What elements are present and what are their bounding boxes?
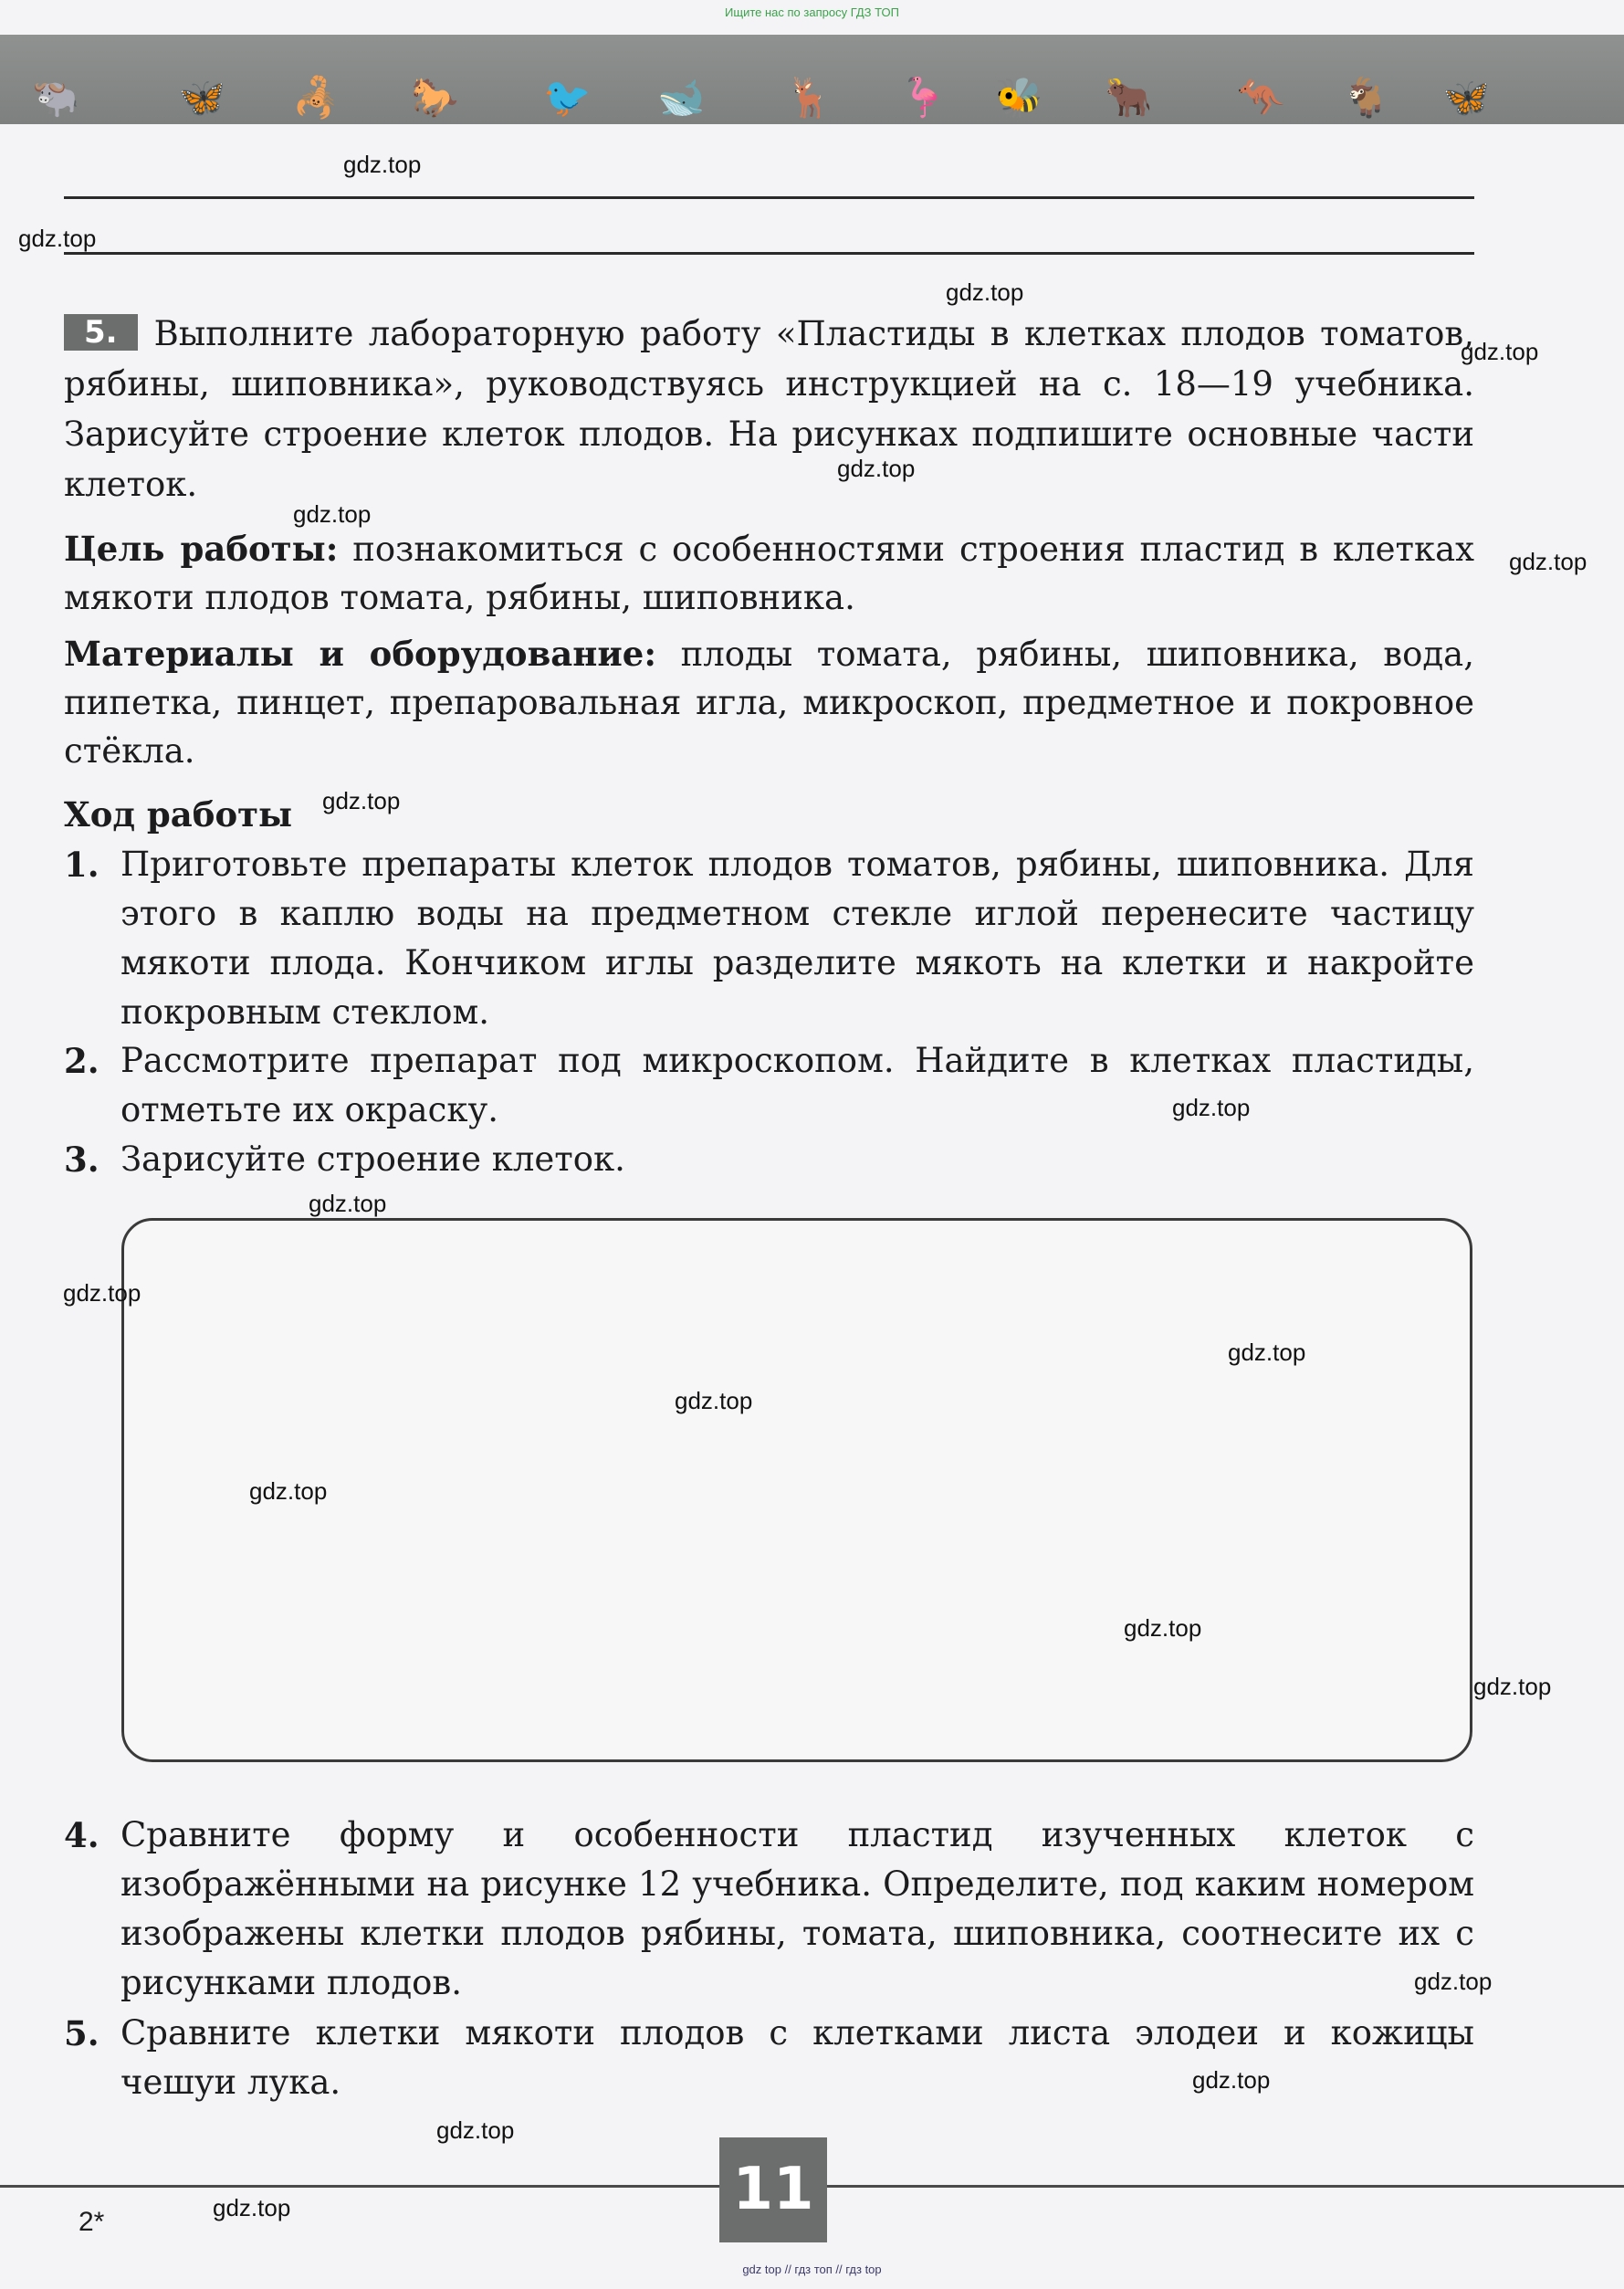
step-text: Сравните форму и особенности пластид изученных клеток с изображёнными на рисунке 12 учебника. Определите, под каким номером изображены клетки плодов рябины, томата, шиповника, соотнесите их с рисунками плодов. bbox=[120, 1815, 1474, 2002]
step-text: Приготовьте препараты клеток плодов томатов, рябины, шиповника. Для этого в каплю воды на предметном стекле иглой перенесите частицу мякоти плода. Кончиком иглы разделите мякоть на клетки и накройте покровным стеклом. bbox=[120, 845, 1474, 1032]
moose-icon: 🦌 bbox=[785, 75, 833, 120]
scorpion-icon: 🦂 bbox=[292, 75, 341, 120]
watermark: gdz.top bbox=[1509, 548, 1587, 575]
materials-label: Материалы и оборудование: bbox=[64, 634, 657, 674]
answer-line bbox=[64, 252, 1474, 255]
procedure-step bbox=[64, 1811, 1474, 2008]
watermark: gdz.top bbox=[1192, 2066, 1271, 2094]
watermark: gdz.top bbox=[18, 225, 97, 252]
antelope-icon: 🐐 bbox=[1342, 75, 1390, 120]
procedure-step bbox=[64, 1036, 1474, 1135]
watermark: gdz.top bbox=[436, 2116, 515, 2144]
kangaroo-icon: 🦘 bbox=[1237, 75, 1285, 120]
task-5-statement bbox=[64, 309, 1474, 509]
watermark: gdz.top bbox=[1461, 338, 1539, 365]
watermark: gdz.top bbox=[293, 500, 372, 528]
horse-icon: 🐎 bbox=[411, 75, 459, 120]
goal-paragraph bbox=[64, 525, 1474, 622]
bee-icon: 🐝 bbox=[995, 75, 1043, 120]
step-number: 5. bbox=[64, 2013, 100, 2053]
watermark: gdz.top bbox=[1124, 1614, 1202, 1642]
bird-icon: 🐦 bbox=[543, 75, 592, 120]
bison-icon: 🐃 bbox=[32, 75, 80, 120]
watermark: gdz.top bbox=[213, 2194, 291, 2221]
answer-line bbox=[64, 196, 1474, 199]
materials-text: плоды томата, рябины, шиповника, вода, пипетка, пинцет, препаровальная игла, микроскоп, предметное и покровное стёкла. bbox=[64, 635, 1474, 771]
heron-icon: 🦩 bbox=[899, 75, 948, 120]
watermark: gdz.top bbox=[1473, 1673, 1552, 1700]
butterfly-icon: 🦋 bbox=[178, 75, 226, 120]
step-number: 3. bbox=[64, 1139, 100, 1180]
watermark: gdz.top bbox=[309, 1190, 387, 1217]
watermark: gdz.top bbox=[1228, 1339, 1306, 1366]
signature-mark: 2* bbox=[79, 2207, 105, 2237]
goal-text: познакомиться с особенностями строения пластид в клетках мякоти плодов томата, рябины, шиповника. bbox=[64, 530, 1474, 617]
watermark: gdz.top bbox=[322, 787, 401, 814]
goal-label: Цель работы: bbox=[64, 529, 339, 569]
bull-icon: 🐂 bbox=[1105, 75, 1153, 120]
materials-paragraph bbox=[64, 630, 1474, 775]
watermark: gdz.top bbox=[675, 1387, 753, 1414]
footer-note: gdz top // гдз топ // гдз top bbox=[742, 2263, 882, 2276]
whale-icon: 🐋 bbox=[657, 75, 706, 120]
watermark: gdz.top bbox=[837, 455, 916, 482]
watermark: gdz.top bbox=[249, 1477, 328, 1505]
watermark: gdz.top bbox=[1414, 1968, 1493, 1995]
task-5-text: Выполните лабораторную работу «Пластиды в клетках плодов томатов, рябины, шиповника», руководствуясь инструкцией на с. 18—19 учебника. Зарисуйте строение клеток плодов. На рисунках подпишите основные части клеток. bbox=[64, 314, 1474, 504]
step-number: 1. bbox=[64, 845, 100, 885]
watermark: gdz.top bbox=[343, 151, 422, 178]
step-number: 4. bbox=[64, 1815, 100, 1855]
watermark: gdz.top bbox=[946, 278, 1024, 306]
watermark: gdz.top bbox=[63, 1279, 141, 1307]
top-search-note: Ищите нас по запросу ГДЗ ТОП bbox=[725, 5, 899, 19]
procedure-step bbox=[64, 840, 1474, 1037]
step-text: Зарисуйте строение клеток. bbox=[120, 1139, 625, 1179]
procedure-step bbox=[64, 1135, 1474, 1184]
task-number-badge: 5. bbox=[64, 314, 138, 351]
header-animal-band bbox=[0, 35, 1624, 124]
watermark: gdz.top bbox=[1172, 1094, 1251, 1121]
page-number: 11 bbox=[719, 2137, 827, 2242]
butterfly-icon: 🦋 bbox=[1442, 75, 1491, 120]
step-text: Сравните клетки мякоти плодов с клетками листа элодеи и кожицы чешуи лука. bbox=[120, 2013, 1474, 2102]
procedure-title: Ход работы bbox=[64, 794, 293, 835]
step-number: 2. bbox=[64, 1041, 100, 1081]
step-text: Рассмотрите препарат под микроскопом. Найдите в клетках пластиды, отметьте их окраску. bbox=[120, 1041, 1474, 1129]
